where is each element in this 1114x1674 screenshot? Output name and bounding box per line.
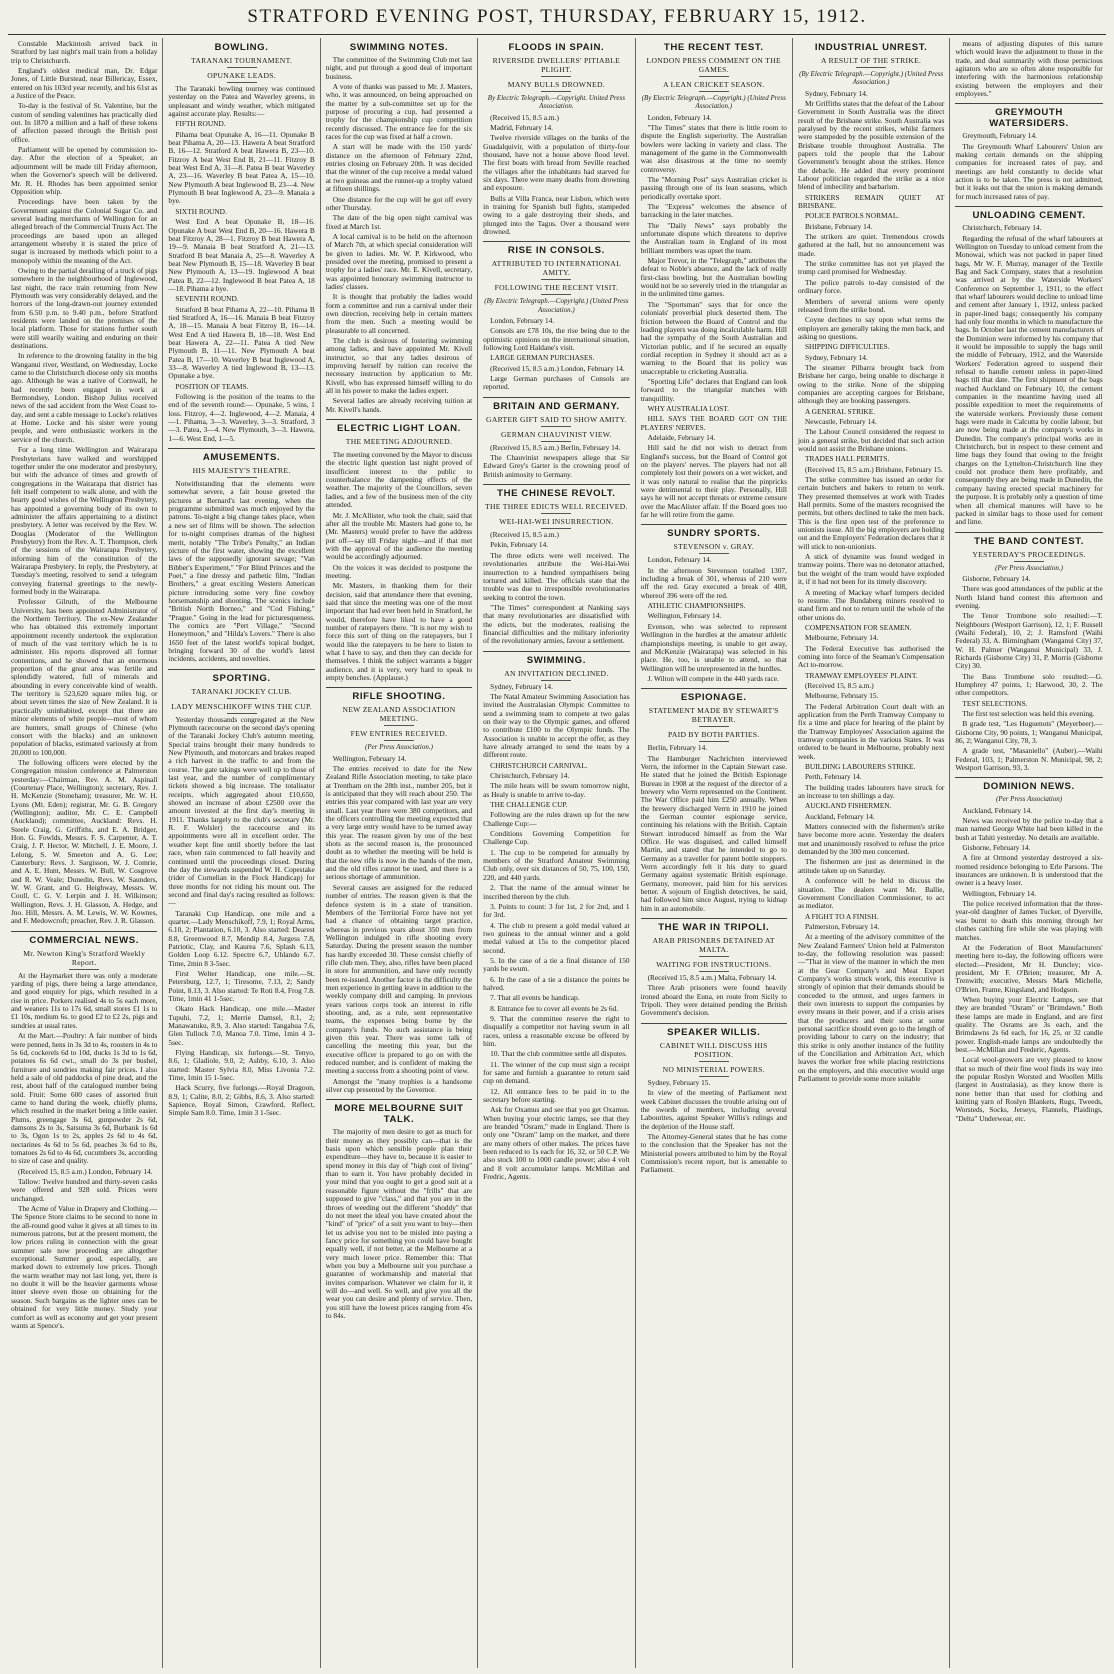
article-subheading: Mr. Newton King's Stratford Weekly Report.: [11, 949, 157, 970]
paragraph: In the afternoon Stevenson totalled 1307, including a break of 301, whereas of 210 were off the red. Gray executed a break of 408, whereof 396 were off the red.: [640, 565, 787, 600]
paragraph: On the voices it was decided to postpone the meeting.: [325, 562, 473, 580]
article: [168, 42, 314, 443]
paragraph: Hill said he did not wish to detract from England's success, but the Board of Control got on the players' nerves. The players had not all completely lost their powers on a wet wicket, and it was only natural to realise that the pinpricks were detrimental to their play. Personally, Hill says he will not accept threats or extreme censure over the MacAlister affair. If the Board goes too far he will retire from the game.: [640, 443, 787, 520]
paragraph: Sydney, February 14.: [804, 88, 868, 98]
paragraph: Stratford B beat Pihama A, 22—10. Pihama B tied Stratford A, 16—16. Manaia B beat Fitzroy A, 18—15. Manaia A beat Fitzroy B, 16—14. West End A tied Hawera B, 18—18. West End beat Hawera A, 22—11. Patea A tied New Plymouth B, 11—11. New Plymouth A beat Patea B, 17—10. Waverley B beat Inglewood A, 33—8. Waverley A tied Inglewood B, 13—13. Opunake a bye.: [168, 304, 315, 381]
paragraph: Sydney, February 15.: [647, 1077, 711, 1087]
paragraph: Mr. Masters, in thanking them for their decision, said that attendance there that evening, said that since the meeting was one of the most important that had ever been held in Stratford, he would, therefore have liked to have a good number of ratepayers there. "It is not my wish to force this sort of thing on the ratepayers, but I would like the ratepayers to be here to listen to what I have to say, and then they can decide for themselves. I think the subject warrants a bigger audience, and it is very, very hard to speak to empty benches. (Applause.): [325, 581, 473, 683]
paragraph: ATHLETIC CHAMPIONSHIPS.: [647, 601, 746, 611]
paragraph: The police patrols to-day consisted of the ordinary force.: [797, 277, 945, 296]
article: [168, 448, 314, 664]
paragraph: SIXTH ROUND.: [175, 206, 227, 216]
paragraph: A conference will be held to discuss the situation. The dealers want Mr. Ballie, Government Conciliation Commissioner, to act as mediator.: [797, 876, 945, 911]
paragraph: 10. That the club committee settle all disputes.: [490, 1049, 627, 1059]
paragraph: Constable Mackintosh arrived back in Stratford by last night's mail train from a holiday trip to Christchurch.: [11, 39, 158, 65]
article-heading: THE BAND CONTEST.: [955, 532, 1102, 547]
article: [483, 397, 629, 479]
wire-credit: (By Electric Telegraph.—Copyright.) (United Press Association.): [799, 70, 944, 87]
paragraph: England's oldest medical man, Dr. Edgar Jones, of Little Burstead, near Billericay, Essex, entered on his 103rd year recently, and his 61st as a Justice of the Peace.: [11, 66, 158, 101]
article-subheading: A LEAN CRICKET SEASON.: [641, 80, 787, 92]
article: [641, 1023, 787, 1175]
paragraph: (Received 15, 8.5 a.m.) London, February 14.: [490, 363, 625, 373]
paragraph: THE CHALLENGE CUP.: [490, 800, 568, 810]
article-subheading: CABINET WILL DISCUSS HIS POSITION.: [641, 1041, 787, 1062]
paragraph: Wellington, February 14.: [332, 753, 407, 763]
article: [326, 1099, 472, 1320]
paragraph: Large German purchases of Consols are reported.: [483, 374, 630, 392]
article-subheading: STEVENSON v. GRAY.: [641, 542, 787, 554]
paragraph: One distance for the cup will be got off every other Thursday.: [325, 194, 473, 212]
paragraph: The strike committee has issued an order for certain butchers and bakers to return to work. They presented themselves at work with Trades Hall permits. Some of the masters recognised the permits, but others declined to take the men back. This is the first open test of the preference to unionists issue. All the big employers are holding out and the Employers' Federation declares that it will stick to non-unionists.: [797, 475, 945, 551]
article: [483, 651, 629, 1182]
paragraph: Taranaki Cup Handicap, one mile and a quarter.—Lady Menschikoff, 7.9, 1; Royal Arms, 6.10, 2; Plantation, 6.10, 3. Also started: Dearest 8.8, Greenwood 8.7, Mendip 8.4, Jurgess 7.8, Patriotic, Clay, and Kaurea 7.6, Splash 6.13, Golden Loop 6.12. Spectre 6.7, Uhlando 6.7. Time, 2min 8 3-5sec.: [168, 908, 315, 968]
article-subheading: OPUNAKE LEADS.: [168, 71, 314, 83]
paragraph: 7. That all events be handicap.: [490, 993, 580, 1003]
paragraph: The Taranaki bowling tourney was continued yesterday on the Patea and Waverley greens, in unpleasant and windy weather, which mitigated against accurate play. Results:—: [168, 84, 315, 119]
article-subheading: TARANAKI JOCKEY CLUB.: [168, 687, 314, 699]
paragraph: At the Federation of Boot Manufacturers' meeting here to-day, the following officers were elected:—President, Mr H. Duncley; vice-president, Mr F. O'Brien; treasurer, Mr A. Trenwith; executive, Messrs Mark Michelle, O'Brien, Frame, Kingsland, and Hodgson.: [955, 942, 1103, 994]
column-7: [950, 38, 1107, 1668]
columns: [6, 38, 1108, 1668]
paragraph: Gisborne, February 14.: [962, 573, 1031, 583]
paragraph: 1. The cup to be competed for annually by members of the Stratford Amateur Swimming Club only, over six distances of 50, 75, 100, 150, 220, and 440 yards.: [483, 847, 630, 882]
paragraph: Local wool-growers are very pleased to know that so much of their fine wool finds its way into the popular Roslyn Worsted and Woollen Mills (largest in Australasia), as they know there is none better than that used for clothing and knitting yarn of Roslyn Blankets, Rugs, Tweeds, Worsteds, Socks, Jerseys, Flannels, Plaidings, "Delta" Underwear, etc.: [955, 1055, 1103, 1123]
paragraph: The Federal Executive has authorised the coming into force of the Seaman's Compensation Act to-morrow.: [797, 643, 945, 670]
paragraph: The following officers were elected by the Congregation mission conference at Palmerston yesterday:—Chairman, Rev. A. M. Aspinall (Courtenay Place, Wellington); secretary, Rev. J. H. McKenzie (Stoneham); treasurer, Mr. W. H. Lyons (Mt. Eden); registrar, Mr. G. B. Gregory (Wellington); auditor, Mr. C. E. Campbell (Auckland); committee, Auckland: Revs. H. Steele Craig, G. Griffiths, and E. A. Bridger, Hon. G. Fowlds, Messrs. F. S. Carpenter, A. T. Craig, J. P. Hector, W. Mitchell, J. E. Moore, J. Lelong, S. W. Smeeton and A. G. Lee; Canterbury: Revs. J. Sargisson, W. J. Comrie, and A. E. Hunt, Messrs. W. Bull, W. Cosgrove and R. W. Veale; Dunedin, Revs. W. Saunders, W. W. Grant, and G. Heighway, Messrs. W. Coull, C. G. V. Lerpin and J. H. Wilkinson; Wellington, Revs. J. H. Glasson, A. Hedge, and Jno. Hill, Messrs. A. M. Lewis, W. W. Kownes, and F. Medowcroft; preacher, Rev. J. R. Glasson.: [11, 757, 158, 926]
paragraph: The police received information that the three-year-old daughter of James Tucker, of Dyerville, was burnt to death this morning through her clothes catching fire while she was playing with matches.: [955, 899, 1103, 942]
paragraph: A grade test, "Masaniello" (Auber).—Waihi Federal, 103, 1; Palmerston N. Municipal, 98, 2; Westport Garrison, 93, 3.: [955, 746, 1103, 773]
paragraph: Mr. J. McAllister, who took the chair, said that after all the trouble Mr. Masters had gone to, he (Mr. Masters) would prefer to have the address put off—say till Friday night—and if that met with the approval of the audience the meeting would be accordingly adjourned.: [325, 510, 473, 562]
article-subheading: HIS MAJESTY'S THEATRE.: [168, 466, 314, 478]
paragraph: WHY AUSTRALIA LOST.: [647, 403, 729, 413]
paragraph: HILL SAYS THE BOARD GOT ON THE PLAYERS' NERVES.: [640, 414, 787, 432]
paragraph: "Sporting Life" declares that England can look forward to the triangular matches with tranquillity.: [640, 376, 787, 403]
wire-credit: (Per Press Association): [995, 795, 1063, 804]
paragraph: Berlin, February 14.: [647, 743, 708, 753]
paragraph: The "Express" welcomes the absence of barracking in the later matches.: [640, 202, 787, 220]
paragraph: First Welter Handicap, one mile.—St. Petersburg, 12.7, 1; Tiresome, 7.13, 2; Sandy Point, 8.13, 3. Also started: Te Roti 8.4, Frog 7.8. Time, 1min 41 1-5sec.: [168, 968, 315, 1003]
article: [955, 40, 1102, 98]
article-heading: SWIMMING NOTES.: [349, 42, 449, 53]
paragraph: Auckland, February 14.: [804, 811, 875, 821]
paragraph: (Received 15, 8.5 a.m.) Berlin, February 14.: [490, 442, 621, 452]
article: [326, 687, 472, 1094]
paragraph: The mile heats will be swum tomorrow night, as Healy is unable to arrive to-day.: [483, 781, 630, 799]
paragraph: To-day is the festival of St. Valentine, but the custom of sending valentines has practically died out. In 1870 a million and a half of these tokens of affection passed through the British post office.: [11, 101, 158, 144]
paragraph: West End A beat Opunake B, 18—16. Opunake A beat West End B, 20—16. Hawera B beat Fitzroy A, 28—1. Fitzroy B beat Hawera A, 19—9. Manaia B beat Stratford A, 21—13. Stratford B beat Manaia A, 25—8. Waverley A beat New Plymouth B, 15—18. Waverley B beat New Plymouth A, 13—19. Inglewood A beat Patea B, 22—12. Inglewood B beat Patea A, 18—18. Pihama a bye.: [168, 217, 315, 293]
paragraph: The strikers are quiet. Tremendous crowds gathered at the hall, but no announcement was made.: [797, 232, 945, 258]
article-heading: COMMERCIAL NEWS.: [11, 931, 157, 946]
paragraph: 8. Entrance fee to cover all events be 2s 6d.: [490, 1003, 619, 1013]
article-subheading: THE THREE EDICTS WELL RECEIVED.: [483, 502, 629, 514]
masthead: STRATFORD EVENING POST, THURSDAY, FEBRUARY 15, 1912.: [247, 6, 867, 27]
article-subheading: MANY BULLS DROWNED.: [483, 80, 629, 92]
paragraph: 4. The club to present a gold medal valued at two guineas to the annual winner and a gold medal valued at 15s to the competitor placed second.: [483, 920, 630, 955]
paragraph: Consols are £78 10s, the rise being due to the optimistic opinions on the international situation, following Lord Haldane's visit.: [483, 326, 630, 353]
paragraph: (Received 15, 8.5 a.m.): [490, 112, 559, 122]
article: [641, 688, 787, 913]
article-subheading: NO MINISTERIAL POWERS.: [641, 1065, 787, 1077]
article: [483, 241, 629, 391]
paragraph: Amongst the "many trophies is a handsome silver cup presented by the Governor.: [325, 1076, 473, 1095]
paragraph: BUILDING LABOURERS STRIKE.: [804, 762, 916, 772]
article: [326, 419, 472, 682]
article-subheading: A RESULT OF THE STRIKE.: [798, 56, 944, 68]
article: [955, 103, 1102, 201]
paragraph: The Attorney-General states that he has come to the conclusion that the Speaker has not the Ministerial powers attributed to him by the Royal Commission's recent report, but is amenable to Parliament.: [640, 1131, 787, 1175]
column-1: [6, 38, 163, 1668]
paragraph: 2. That the name of the annual winner be inscribed thereon by the club.: [483, 883, 630, 901]
paragraph: When buying your Electric Lamps, see that they are branded "Osram" or "Brimdawn." Both these lamps are made in England, and are first quality. The Osrams are 3s each, and the Brimdawns 2s 6d each, for 16, 25, or 32 candle power. English-made lamps are undoubtedly the best.—McMillan and Frederic, Agents.: [955, 994, 1103, 1054]
paragraph: (Received 15, 8.5 a.m.): [804, 680, 874, 690]
paragraph: Twelve riverside villages on the banks of the Guadalquivir, with a population of thirty-four thousand, have not a house above flood level. The first boats with bread from Seville reached the villages after the inhabitants had starved for six days. There were many deaths from drowning and exposure.: [483, 133, 630, 193]
article-heading: UNLOADING CEMENT.: [955, 206, 1102, 221]
article-subheading: PAID BY BOTH PARTIES.: [641, 730, 787, 742]
paragraph: Melbourne, February 15.: [804, 691, 879, 701]
paragraph: A stick of dynamite was found wedged in tramway points. There was no detonator attached, but the weight of the tram would have exploded it, if it had not been for its timely discovery.: [797, 552, 945, 587]
paragraph: The strike committee has not yet played the trump card promised for Wednesday.: [797, 259, 945, 277]
paragraph: Ask for Oxamus and see that you get Oxamus. When buying your electric lamps, see that they are branded "Osram," made in England. There is only one "Osram" lamp on the market, and there are many others of other makes. The prices have been reduced to 1s each for 16, 32, or 50 C.P. We also stock 100 to 1000 candle power; also 4 volt and 8 volt accumulator lamps. McMillan and Fredric, Agents.: [483, 1105, 630, 1182]
paragraph: The committee of the Swimming Club met last night, and put through a good deal of important business.: [325, 55, 473, 81]
article-subheading: FEW ENTRIES RECEIVED.: [326, 729, 472, 741]
paragraph: SEVENTH ROUND.: [175, 294, 239, 304]
article-heading: AMUSEMENTS.: [168, 448, 314, 463]
paragraph: Christchurch, February 14.: [962, 223, 1042, 233]
article: [641, 42, 787, 519]
paragraph: London, February 14.: [490, 316, 555, 325]
paragraph: The majority of men desire to get as much for their money as they possibly can—that is the basis upon which sensible people plan their expenditure—they have to, because it is easier to spend money in this day of "high cost of living" than to earn it. You have probably decided in your mind that you ought to get a good suit at a reasonable figure without the "frills" that are supposed to give "class," and that you are in the throes of weeding out the different "shoddy" that do not meet the ideal you have created about the "kind" of "price" of a suit you want to buy—then let us advise you not to be misled into paying a fancy price for something you could have bought equally well, if not better, at the Melbourne at a very much lower price. Remember this: That when you buy a Melbourne suit you purchase a guarantee of workmanship and material that invites comparison. Whatever we claim for it, it will do—and well. So well, and give you all the wear you can desire and plenty of service. Then, you still have the lowest prices ranging from 45s to 84s.: [325, 1127, 473, 1320]
paragraph: Conditions Governing Competition for Challenge Cup.: [483, 829, 630, 847]
wire-credit: (By Electric Telegraph.—Copyright.) (United Press Association.): [484, 297, 629, 314]
paragraph: At the Mart.—Poultry: A fair number of birds were penned, hens in 3s 3d to 4s, roosters in 4s to 5s 6d, cockerels 6d to 10d, ducks 1s 3d to 1s 6d, potatoes 6s 6d cwt., small do 3s per bushel, furniture and sundries making fair prices. I also held a sale of old paddocks of pine dead, and the rest, about half of the catalogued number being sold. Fruit: Some 600 cases of assorted fruit came to hand during the week, chiefly plums, which resulted in the market being a little easier. Plums, greengage 3s 6d, gunpowder 2s 6d, damsons 2s to 3s, Satsuma 3s 6d, Burbank 1s 6d to 3s, Ogon 1s to 2s, apples 2s 6d to 4s 6d, nectarines 4s 6d to 5s 6d, peaches 3s 6d to 8s, tomatoes 2s 6d to 4s 6d, cucumbers 3s, according to size of case and quality.: [11, 1031, 158, 1166]
paragraph: Greymouth, February 14.: [962, 131, 1037, 141]
paragraph: Melbourne, February 14.: [804, 633, 879, 643]
paragraph: AUCKLAND FISHERMEN.: [804, 801, 892, 811]
column-2: [163, 38, 320, 1668]
column-3: [321, 38, 478, 1668]
paragraph: Tallow: Twelve hundred and thirty-seven casks were offered and 928 sold. Prices were unchanged.: [11, 1177, 158, 1203]
article-heading: SPEAKER WILLIS.: [641, 1023, 787, 1038]
paragraph: The building trades labourers have struck for an increase to ten shillings a day.: [797, 782, 945, 801]
paragraph: POSITION OF TEAMS.: [175, 381, 249, 391]
paragraph: Following are the rules drawn up for the new Challenge Cup:—: [483, 810, 630, 828]
paragraph: 9. That the committee reserve the right to disqualify a competitor not having swum in all races, unless a reasonable excuse be offered by him.: [483, 1013, 630, 1048]
paragraph: Wellington, February 14.: [962, 888, 1036, 898]
article-heading: ELECTRIC LIGHT LOAN.: [326, 419, 472, 434]
paragraph: Wellington, February 14.: [647, 611, 722, 621]
article-heading: THE RECENT TEST.: [663, 42, 764, 53]
paragraph: Perth, February 14.: [804, 772, 862, 782]
paragraph: The "Sportsman" says that for once the colonials' proverbial pluck deserted them. The friction between the Board of Control and the leading players was doing incalculable harm. Hill had the sympathy of the South Australian and Victorian public, and if he secured an equally cordial reception in Sydney it should act as a warning to the Board that its policy was unacceptable to cricketing Australia.: [640, 299, 787, 376]
paragraph: Brisbane, February 14.: [804, 221, 873, 231]
article-heading: SPORTING.: [168, 669, 314, 684]
paragraph: B grade test, "Les Huguenots" (Meyerbeer).—Gisborne City, 90 points, 1; Wanganui Municipal, 86, 2; Wanganui City, 78, 3.: [955, 719, 1103, 746]
article: [798, 42, 944, 1083]
article: [11, 40, 157, 926]
article: [483, 42, 629, 236]
article-heading: RIFLE SHOOTING.: [326, 687, 472, 702]
paragraph: London, February 14.: [647, 112, 712, 122]
paragraph: The Hamburger Nachrichten interviewed Verrn, the informer in the Captain Stewart case. He stated that he joined the British Espionage Bureau in 1908 at the request of the director of a brewery who Verrn represented on the Continent. The War Office paid him £250 annually. When the brewery discharged Verrn in 1910 he joined the German counter espionage service, continuing his relations with the British. Captain Stewart introduced himself as from the War Office. He was disguised, and called himself Martin, and stated that he intended to go to Germany as a traveller for patent bottle stoppers. Verrn accordingly felt it his duty to guard Germany against systematic British espionage. Germany, moreover, paid him for his services better. A sojourn of English detectives, he said, had followed him since August, trying to kidnap him in an automobile.: [640, 753, 787, 913]
paragraph: Gisborne, February 14.: [962, 843, 1031, 853]
paragraph: The Natal Amateur Swimming Association has invited the Australasian Olympic Committee to send a swimming team to compete at two galas on their way to the Olympic games, and offered to contribute £100 to the Olympic funds. The Association is unable to accept the offer, as they have already arranged to send the team by a different route.: [483, 691, 630, 760]
paragraph: (Received 15, 8.5 a.m.) London, February 14.: [18, 1166, 153, 1176]
paragraph: The date of the big open night carnival was fixed at March 1st.: [325, 213, 473, 231]
paragraph: Yesterday thousands congregated at the New Plymouth racecourse on the second day's opening of the Taranaki Jockey Club's autumn meeting. Special trains brought their many hundreds to New Plymouth, and motorcars and brakes reaped a rich harvest in the traffic to and from the course. The gate takings were well up to those of last year, and the number of complimentary tickets showed a big increase. The totalisator receipts, which aggregated about £10,650, showed an increase of about £2500 over the amount invested at the first day's meeting in 1911. Thanks largely to the club's secretary (Mr. R. F. Wolsler) the racecourse and its appointments were all in excellent order. The weather kept fine until shortly before the last race, when rain commenced to fall heavily and continued until the proceedings closed. During the day the stewards suspended W. H. Copestake (rider of Cornelian in the Flock Handicap) for three months for not riding his mount out. The second and final day's racing resulted as follows:—: [168, 714, 315, 908]
paragraph: Three Arab prisoners were found heavily ironed aboard the Euna, en route from Sicily to Tripoli. They were detained pending the British Government's decision.: [640, 983, 787, 1018]
article-subheading: WAITING FOR INSTRUCTIONS.: [641, 960, 787, 972]
paragraph: 12. All entrance fees to be paid in to the secretary before starting.: [483, 1086, 630, 1105]
paragraph: TRAMWAY EMPLOYEES' PLAINT.: [804, 670, 918, 680]
paragraph: Evenson, who was selected to represent Wellington in the hurdles at the amateur athletic championships meeting, is unable to get away, and McKenzie (Wairarapa) was selected in his place. He, too, is unable to attend, so that Wellington will be unrepresented in the hurdles.: [640, 621, 787, 673]
article-subheading: LONDON PRESS COMMENT ON THE GAMES.: [641, 56, 787, 77]
paragraph: Sydney, February 14.: [804, 352, 868, 362]
column-5: [636, 38, 793, 1668]
paragraph: 11. The winner of the cup must sign a receipt for same and furnish a guarantee to return said cup on demand.: [483, 1059, 630, 1086]
article-subheading: NEW ZEALAND ASSOCIATION MEETING.: [326, 705, 472, 726]
paragraph: COMPENSATION FOR SEAMEN.: [804, 622, 912, 632]
paragraph: (Received 15, 8.5 a.m.) Brisbane, February 15.: [804, 464, 943, 474]
article-subheading: STATEMENT MADE BY STEWART'S BETRAYER.: [641, 706, 787, 727]
paragraph: Members of several unions were openly released from the strike bond.: [797, 296, 945, 314]
paragraph: Parliament will be opened by commission to-day. After the election of a Speaker, an adjournment will be made till Friday afternoon, when the Governor's speech will be delivered. Mr. R. H. Rhodes has been appointed senior Opposition whip.: [11, 145, 158, 196]
paragraph: "The Times" correspondent at Nanking says that many revolutionaries are dissatisfied with the edicts, but the moderates, realising the financial difficulties and the military inferiority of the revolutionary armies, favour a settlement.: [483, 602, 630, 646]
paragraph: News was received by the police to-day that a man named George White had been killed in the bush at Tahiti yesterday. No details are available.: [955, 816, 1103, 842]
article-subheading: RIVERSIDE DWELLERS' PITIABLE PLIGHT.: [483, 56, 629, 77]
column-4: [478, 38, 635, 1668]
masthead-rule: [8, 34, 1106, 35]
paragraph: The Labour Council considered the request to join a general strike, but decided that such action would not assist the Brisbane unions.: [797, 427, 945, 453]
paragraph: At the Haymarket there was only a moderate yarding of pigs, there being a large attendance, and good enquiry for pigs, which resulted in a rise in price. Porkers realised 4s to 5s each more, and weaners 11s to 17s 6d, small stores £1 1s to £1 10s, medium 6s. to good £2 to £2 2s, pigs and sundries at usual rates.: [11, 970, 158, 1030]
paragraph: A meeting of Mackay wharf lumpers decided to resume. The Bundaberg miners resolved to stand firm and not to return until the whole of the other unions do.: [797, 587, 945, 622]
article-subheading: YESTERDAY'S PROCEEDINGS.: [955, 550, 1102, 562]
paragraph: Coyne declines to say upon what terms the employers are generally taking the men back, and asking no questions.: [797, 315, 945, 341]
paragraph: LARGE GERMAN PURCHASES.: [490, 353, 595, 363]
paragraph: The Federal Arbitration Court dealt with an application from the Perth Tramway Company to fix a time and place for hearing of the plaint by the Tramway Employees' Association against the tramway companies in the various States. It was ordered to be heard in Melbourne, probably next week.: [797, 701, 945, 761]
paragraph: It is thought that probably the ladies would form a committee and run a carnival under their own direction, receiving help in certain matters from the men. Such a meeting would be pleasurable to all concerned.: [325, 292, 473, 335]
wire-credit: (By Electric Telegraph.—Copyright.) (United Press Association.): [641, 94, 786, 111]
wire-credit: By Electric Telegraph.—Copyright. United Press Association.: [487, 94, 625, 111]
paragraph: A start will be made with the 150 yards' distance on the afternoon of February 22nd, entries closing on February 20th. It was decided that the winner of the cup receive a medal valued at two guineas and the runner-up a trophy valued at fifteen shillings.: [325, 142, 473, 194]
paragraph: Major Trevor, in the "Telegraph," attributes the defeat to Noble's absence, and the lack of really first-class bowling, but the Australian bowling would not be so severely tried in the triangular as in the unlimited time games.: [640, 256, 787, 299]
paragraph: Mr Griffiths states that the defeat of the Labour Government in South Australia was the direct result of the Brisbane strike. South Australia was paralysed by the recent strikes, whilst farmers were stampeded by the possible extension of the Brisbane trouble throughout Australia. The papers told the people that the Labour Government's brought about the strikes. Hence the debacle. He added that every prominent Labour politician regarded the strike as a nice blend of imbecility and barbarism.: [797, 98, 945, 192]
paragraph: 5. In the case of a tie a final distance of 150 yards be swum.: [483, 955, 630, 974]
paragraph: The Chauvinist newspapers allege that Sir Edward Grey's Garter is the crowning proof of British animosity to Germany.: [483, 453, 630, 479]
paragraph: means of adjusting disputes of this nature which would leave the adjustment to those in the trade, and deal summarily with those pernicious agitators who are so often alone responsible for interfering with the harmonious relationship existing between the employers and their employees.": [955, 39, 1103, 99]
paragraph: Pihama beat Opunake A, 16—11. Opunake B beat Pihama A, 20—13. Hawera A beat Stratford B, 16—12. Stratford A beat Hawera B, 23—10. Fitzroy A beat West End B, 21—11. Fitzroy B beat West End A, 31—8. Patea B beat Waverley A, 23—16. Waverley B beat Patea A, 15—10. New Plymouth A beat Inglewood B, 23—4. New Plymouth B beat Inglewood A, 23—9. Manaia a bye.: [168, 129, 315, 206]
article-subheading: TARANAKI TOURNAMENT.: [168, 56, 314, 68]
article-heading: DOMINION NEWS.: [955, 777, 1102, 792]
paragraph: In reference to the drowning fatality in the big Wanganui river, Westland, on Wednesday, Locke came to the Christchurch diocese only six months ago. Although he was a native of Cornwall, he had recently been engaged in work at Bermondsey, London. Bishop Julius received news of the sad accident from the West Coast to-day, and sent a cable message to Locke's relatives at Home. Locke and his sister were young people, and were enthusiastic workers in the service of the church.: [11, 351, 158, 444]
article-heading: BOWLING.: [214, 42, 269, 53]
paragraph: The Acme of Value in Drapery and Clothing.—The Spence Store claims to be second to none in the all-round good value it gives at all times to its numerous patrons, but at the present moment, the low prices ruling in connection with the great summer sale now proceeding are altogether exceptional. Summer good, especially, are marked down to extremely low prices. Though the warm weather may not last long, yet, there is no doubt it will be the heavier garments whose inner sleeve even those on obtaining for the season. Such bargains as the lighter ones can be obtained for very little money. Study your comfort as well as economy and get your present wants at Spence's.: [11, 1204, 158, 1330]
paragraph: Adelaide, February 14.: [647, 432, 716, 442]
paragraph: In view of the meeting of Parliament next week Cabinet discusses the trouble arising out of the swords of members, including several Labourites, against Speaker Willis's rulings and the depletion of the House staff.: [640, 1088, 787, 1131]
paragraph: The entries received to date for the New Zealand Rifle Association meeting, to take place at Trentham on the 28th inst., number 205, but it is anticipated that they will reach about 250. The entries this year compared with last year are very small. Last year there were 380 competitors, and the officers controlling the meeting expected that a very large entry would have to be turned away this year. The reason given by one of the best shots as the second reason is, the pronounced doubt as to whether the meeting will be held is that the new rifle is now in the hands of the men, and the old rifles cannot be used, and there is a serious shortage of ammunition.: [325, 764, 473, 882]
article-heading: GREYMOUTH WATERSIDERS.: [955, 103, 1102, 129]
paragraph: SHIPPING DIFFICULTIES.: [804, 342, 890, 352]
paragraph: The "Morning Post" says Australian cricket is passing through one of its lean seasons, which periodically overtake sport.: [640, 175, 787, 201]
paragraph: Professor Gilruth, of the Melbourne University, has been appointed Administrator of the Northern Territory. The ex-New Zealander who has obtained this extremely important appointment recently undertook the exploration of much of the vast territory which he is to administer. His reports disproved all former contentions, and he showed that an enormous proportion of the great area was fertile and splendidly watered, full of minerals and abounding in every conceivable kind of wealth. The territory is 523,620 square miles big, or about seven times the size of New Zealand. It is practically uninhabited, except that there are minor elements of white people—most of whom are hunters, small groups of Chinese (who consort with the blacks) and an unknown population of blacks, estimated variously at from 20,000 to 100,000.: [11, 597, 158, 757]
paragraph: At a meeting of the advisory committee of the New Zealand Farmers' Union held at Palmerston to-day, the following resolution was passed:—"That in view of the manner in which the men at the Gear Company's and Meat Export Company's works struck work, this executive is strongly of opinion that their demands should be conceded to the utmost, and urges farmers in their own interests to support the companies by every means in their power, and if a crisis arises that the producers and their sons at some personal sacrifice should even go to the length of providing labour to carry on the industry; that this strike is only another instance of the futility of the Conciliation and Arbitration Act, which leaves the worker free while placing restrictions on the employers, and this executive would urge Parliament to provide some more suitable: [797, 932, 945, 1084]
column-6: [793, 38, 950, 1668]
paragraph: Sydney, February 14.: [490, 681, 553, 691]
article-heading: BRITAIN AND GERMANY.: [483, 397, 629, 412]
article-heading: SUNDRY SPORTS.: [641, 524, 787, 539]
paragraph: Pekin, February 14.: [490, 540, 549, 550]
paragraph: Notwithstanding that the elements were somewhat severe, a fair house greeted the pictures at Bernard's last evening, when the programme submitted was much enjoyed by the patrons. To-night a big change takes place, when a new set of films will be shown. The selection for to-night comprises dramas of the highest merit, notably "The Tribe's Penalty," an Indian picture of the first water, showing the excellent laws of the supposedly ignorant savage; "Van Bibber's Experiment," "For Blind Princes and the Poet," a fine dressy and pathetic film, "Indian Brothers," a great exciting Western American picture introducing some very fine cowboy horsemanship and shooting. The scenics include "British North Borneo," and "Cod Fishing," "Prague." Going in the lead for picturesqueness. The comics are "Pert Village," "Second Honeymoon," and "Hilda's Lovers." There is also 1650 feet of the latest world's topical budget, bringing forward 30 of the world's latest incidents, accidents, and novelties.: [168, 479, 315, 664]
paragraph: The steamer Pilbarra brought back from Brisbane her cargo, being unable to discharge it owing to the strike. None of the shipping companies are accepting cargoes for Brisbane, although they are booking passengers.: [797, 362, 945, 406]
article-subheading: GARTER GIFT SAID TO SHOW AMITY.: [483, 415, 629, 427]
article-subheading: THE MEETING ADJOURNED.: [326, 437, 472, 449]
article-heading: THE CHINESE REVOLT.: [483, 484, 629, 499]
paragraph: For a long time Wellington and Wairarapa Presbyterians have walked and worshipped together under the one moderator and presbytery, but with the advance of times and growth of congregations in the Wairarapa that district has felt itself competent to walk alone, and with the hearty good wishes of the Wellington Presbytery, has appointed a governing body of its own to administer the affairs appertaining to a distinct presbytery. A letter was received by the Rev. W. Douglas (Moderator of the Wellington Presbytery) from the Rev. A. T. Thompson, clerk of the sessions of the Wairarapa Presbytery, informing him of the constitution of the Wairarapa Presbytery. In reply, the Presbytery, at Tuesday's meeting, resolved to send a telegram conveying fraternal greetings to the newly-formed body in the Wairarapa.: [11, 445, 158, 596]
article-subheading: LADY MENSCHIKOFF WINS THE CUP.: [168, 702, 314, 714]
paragraph: Bulls at Villa Franca, near Lisbon, which were in training for Spanish bull fights, stampeded owing to a gale destroying their sheds, and plunged into the Tagus. Over a thousand were drowned.: [483, 193, 630, 237]
article: [955, 206, 1102, 526]
paragraph: The Bass Trombone solo resulted:—G. Humphrey 47 points, 1; Harwood, 30, 2. The other competitors.: [955, 671, 1103, 698]
paragraph: Matters connected with the fishermen's strike have become more acute. Yesterday the dealers met and unanimously resolved to refuse the price demanded by the 300 men concerned.: [797, 822, 945, 857]
paragraph: Owing to the partial derailing of a truck of pigs somewhere in the neighbourhood of Inglewood, last night, the race train returning from New Plymouth was very considerably delayed, and the horrors of the long-drawn-out journey extended from 6.50 p.m. to 9.40 p.m., before Stratford residents were landed on the premises of the local platform. Those for stations further south were still wearily waiting and enduring on their destinations.: [11, 265, 158, 351]
paragraph: London, February 14.: [647, 555, 712, 565]
paragraph: TEST SELECTIONS.: [962, 698, 1028, 708]
paragraph: The fishermen are just as determined in the attitude taken up on Saturday.: [797, 857, 945, 875]
article-heading: RISE IN CONSOLS.: [483, 241, 629, 256]
paragraph: Flying Handicap, six furlongs.—St. Tenyo, 8.6, 1; Gladiole, 9.0, 2; Ashby, 6.10, 3. Also started: Master Sylvia 8.0, Miss Livonia 7.2. Time, 1min 15 1-5sec.: [168, 1048, 315, 1083]
paragraph: Hack Scurry, five furlongs.—Royal Dragoon, 8.9, 1; Calite, 8.0, 2; Gibbs, 8.6, 3. Also started: Sapience, Royal Simon, Crawford, Reflect, Simple Sam 8.0. Time, 1min 3 1-5sec.: [168, 1083, 315, 1118]
paragraph: Proceedings have been taken by the Government against the Colonial Sugar Co. and several leading merchants of Wellington for an alleged breach of the Commercial Trusts Act. The proceedings are based upon an alleged arrangement whereby it is stated the price of sugar is increased by methods which point to a monopoly within the meaning of the Act.: [11, 197, 158, 265]
paragraph: Palmerston, February 14.: [804, 921, 880, 931]
article: [641, 524, 787, 683]
paragraph: 3. Points to count: 3 for 1st, 2 for 2nd, and 1 for 3rd.: [483, 901, 630, 920]
paragraph: Okato Hack Handicap, one mile.—Master Tupuhi, 7.2, 1; Merrie Damsel, 8.1, 2; Manawatuku, 8.9, 3. Also started: Tangahua 7.6, Glen Tullock 7.0, Manoa 7.0. Time, 1min 4 3-5sec.: [168, 1004, 315, 1047]
wire-credit: (Per Press Association.): [995, 563, 1063, 572]
paragraph: Several causes are assigned for the reduced number of entries. The reason given is that the defence system is in a state of transition. Members of the Territorial Force have not yet had a chance of obtaining target practice, whereas in previous years about 350 men from Wellington indulged in rifle shooting every Saturday. During the present season the number has hardly exceeded 30. These consist chiefly of rifle club men. They, also, rifles have been placed in store for ammunition, and have only recently been re-issued. Another factor is the difficulty the men experience in getting leave in addition to the weekly company drill and camping. In previous years various corps took an interest in rifle shooting, and, as a rule, sent representative teams, the expenses being borne by the company's funds. No such assistance is being given this year. There was some talk of cancelling the meeting this year, but the executive officer is prepared to go on with the reduced number, and is confident of making the meeting a success from a shooting point of view.: [325, 882, 473, 1076]
paragraph: Newcastle, February 14.: [804, 416, 877, 426]
paragraph: (Received 15, 8.5 a.m.): [490, 530, 559, 540]
paragraph: STRIKERS REMAIN QUIET AT BRISBANE.: [797, 192, 945, 211]
paragraph: There was good attendances of the public at the North Island band contest this afternoon and evening.: [955, 584, 1103, 610]
article-heading: ESPIONAGE.: [641, 688, 787, 703]
paragraph: The Greymouth Wharf Labourers' Union are making certain demands on the shipping companies for increased rates of pay, and meetings are held constantly to decide what action is to be taken. The press is not admitted, but it leaks out that the union is making demands for much increased rates of pay.: [955, 141, 1103, 201]
article-subheading: WEI-HAI-WEI INSURRECTION.: [483, 517, 629, 529]
article-heading: MORE MELBOURNE SUIT TALK.: [326, 1099, 472, 1125]
paragraph: A FIGHT TO A FINISH.: [804, 911, 879, 921]
article-subheading: GERMAN CHAUVINIST VIEW.: [483, 430, 629, 442]
paragraph: A fire at Ormond yesterday destroyed a six-roomed residence belonging to Erle Parsons. The insurances are unknown. It is understood that the owner is a heavy loser.: [955, 853, 1103, 888]
paragraph: Regarding the refusal of the wharf labourers at Wellington on Tuesday to unload cement from the Monowai, which was not packed in paper lined bags, Mr W. F. Murray, manager of the Textile Bag and Sack Company, states that a resolution was arrived at by the Waterside Workers' Conference on September 1, 1911, to the effect that wharf labourers would decline to unload lime and cement after January 1, 1912, unless packed in paper-lined bags; consequently his company had only four months in which to manufacture the bags. In October last the cement manufacturers of the Dominion were informed by his company that it would be impossible to supply the bags until the middle of February, 1912, and the Waterside Workers' Federation agreed to suspend their refusal to handle cement unless in paper-lined bags till that date. The first shipment of the bags reached Auckland on February 10, the cement companies in the meantime having used all possible expedition to meet the requirements of the waterside workers. Previously these cement bags were made in Calcutta by coolie labour, but are now being made at the company's works in Dunedin. The company's principal works are in Christchurch, but in respect to these cement and lime bags they found that owing to the freight charges on the Lyttelton-Christchurch line they could not produce them here profitably, and consequently they are being made in Dunedin, the company having erected special machinery for the purpose. It is probably only a question of time when all chemical manures will have to be packed in similar bags to those used for cement and lime.: [955, 233, 1103, 527]
paragraph: A GENERAL STRIKE.: [804, 406, 876, 416]
article: [955, 532, 1102, 773]
article-heading: SWIMMING.: [483, 651, 629, 666]
paragraph: FIFTH ROUND.: [175, 119, 226, 129]
paragraph: POLICE PATROLS NORMAL.: [804, 211, 900, 221]
paragraph: The Tenor Trombone solo resulted:—T. Neighbours (Westport Garrison), 12, 1; F. Russell (Waihi Federal), 10, 2; J. Ramsford (Waihi Federal) 33, A. Birmingham (Wanganui City) 37, W. H. Palmer (Wanganui Municipal) 33, J. Richards (Gisborne City) 31, P. Morris (Gisborne City) 30.: [955, 611, 1103, 671]
article-subheading: FOLLOWING THE RECENT VISIT.: [483, 283, 629, 295]
article-heading: FLOODS IN SPAIN.: [508, 42, 605, 53]
wire-credit: (Per Press Association.): [365, 743, 433, 752]
article-subheading: ARAB PRISONERS DETAINED AT MALTA.: [641, 936, 787, 957]
article-subheading: ATTRIBUTED TO INTERNATIONAL AMITY.: [483, 259, 629, 280]
paragraph: Madrid, February 14.: [490, 122, 553, 132]
paragraph: The "Daily News" says probably the unfortunate dispute which threatens to deprive the Australian team in England of its most brilliant members was upset the team.: [640, 220, 787, 255]
paragraph: Christchurch, February 14.: [490, 771, 570, 781]
paragraph: Following is the position of the teams to the end of the seventh round:— Opunake, 5 wins, 1 loss. Fitzroy, 4—2. Inglewood, 4—2. Manaia, 4—1. Pihama, 3—3. Waverley, 3—3. Stratford, 3—3. Patea, 3—4. New Plymouth, 3—3. Hawera, 1—6. West End, 1—5.: [168, 392, 315, 443]
paragraph: The club is desirous of fostering swimming among ladies, and have appointed Mr. Kivell instructor, so that any ladies desirous of improving herself by tuition can receive the necessary instruction by application to Mr. Kivell, who has expressed himself willing to do all in his power to make the ladies expert.: [325, 336, 473, 396]
article: [483, 484, 629, 645]
paragraph: The first test selection was held this evening.: [962, 708, 1095, 718]
paragraph: 6. In the case of a tie a distance the points be halved.: [483, 974, 630, 992]
paragraph: Auckland, February 14.: [962, 805, 1033, 815]
paragraph: CHRISTCHURCH CARNIVAL.: [490, 760, 588, 770]
article-heading: INDUSTRIAL UNREST.: [814, 42, 928, 53]
article-heading: THE WAR IN TRIPOLI.: [641, 918, 787, 933]
paragraph: TRADES HALL PERMITS.: [804, 454, 890, 464]
article: [326, 42, 472, 414]
paragraph: The three edicts were well received. The revolutionaries attribute the Wei-Hai-Wei insurrection to a hundred sympathisers being tortured and killed. The officials state that the trouble was due to irresponsible revolutionaries seeking to control the town.: [483, 550, 630, 602]
article: [168, 669, 314, 1118]
paragraph: Several ladies are already receiving tuition at Mr. Kivell's hands.: [325, 396, 473, 414]
paragraph: A local carnival is to be held on the afternoon of March 7th, at which special consideration will be given to ladies. Mr. W. P. Kirkwood, who presided over the meeting, promised to present a trophy for a ladies' race. Mr. E. Kivell, secretary, was appointed honorary swimming instructor to ladies' classes.: [325, 231, 473, 291]
paragraph: J. Wilton will compete in the 440 yards race.: [647, 673, 779, 683]
article: [641, 918, 787, 1018]
paragraph: A vote of thanks was passed to Mr. J. Masters, who, it was announced, on being approached on the matter by a sub-committee set up for the purpose of procuring a cup, had presented a trophy for the championship cup competition recently discussed. The entrance fee for the six races for the cup was fixed at half a crown.: [325, 82, 473, 142]
article: [11, 931, 157, 1330]
article-subheading: AN INVITATION DECLINED.: [483, 669, 629, 681]
paragraph: "The Times" states that there is little room to dispute the English superiority. The Australian bowlers were lacking in variety and class. The management of the game in the Commonwealth was also disastrous at the time no seemly controversy.: [640, 122, 787, 174]
article: [955, 777, 1102, 1123]
paragraph: (Received 15, 8.5 a.m.) Malta, February 14.: [647, 973, 777, 983]
paragraph: The meeting convened by the Mayor to discuss the electric light question last night proved of insufficient interest to the public to counterbalance the dampening effects of the weather. The majority of the Councillors, seven ladies, and a few of the business men of the city attended.: [325, 450, 473, 510]
